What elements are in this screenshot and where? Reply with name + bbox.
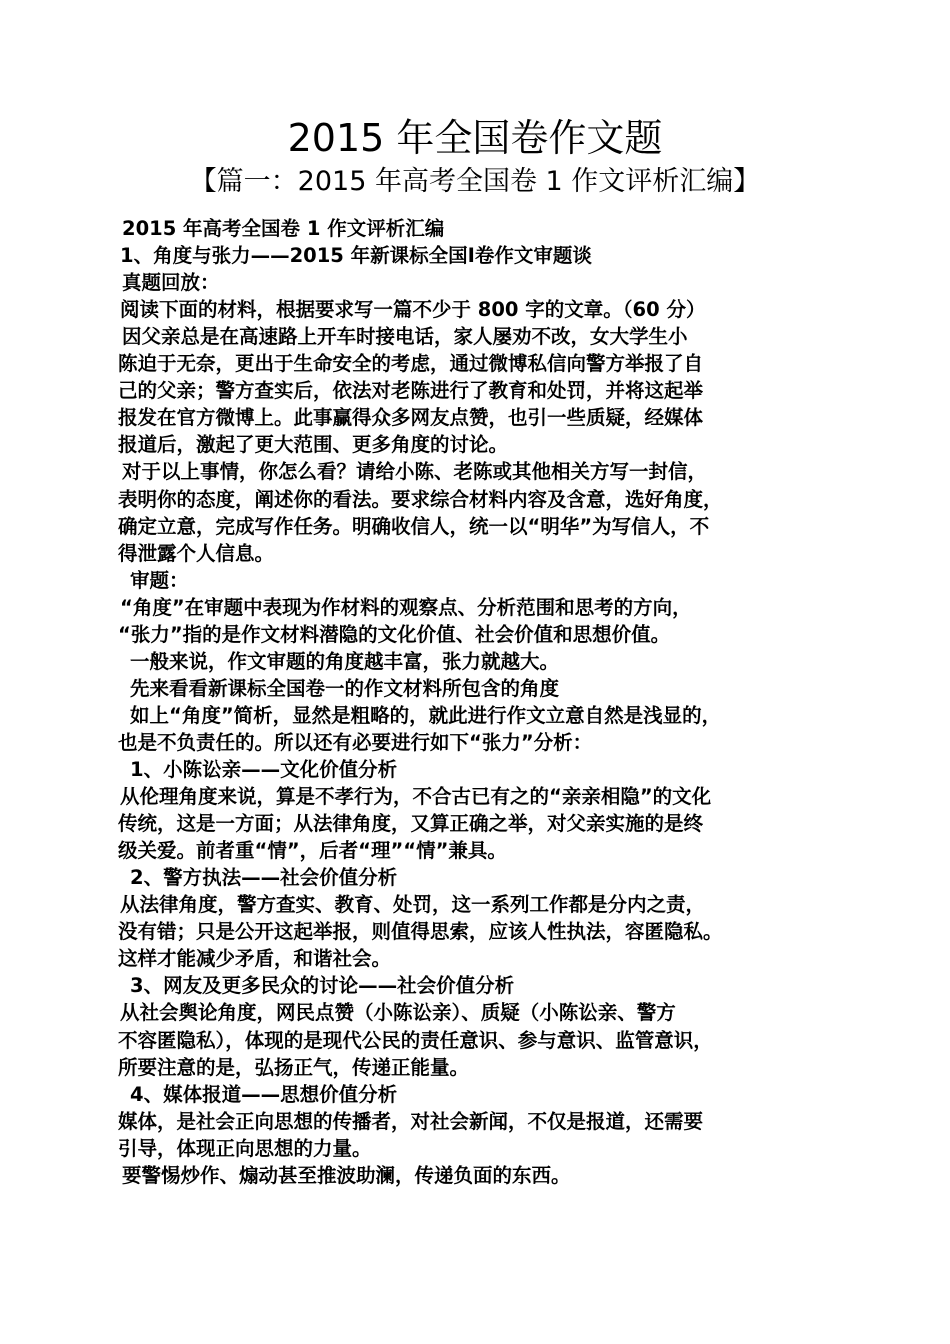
text-line: 也是不负责任的。所以还有必要进行如下“张力”分析： bbox=[118, 730, 593, 754]
document-subtitle: 【篇一：2015 年高考全国卷 1 作文评析汇编】 bbox=[189, 166, 761, 197]
text-line: 所要注意的是，弘扬正气，传递正能量。 bbox=[118, 1055, 470, 1079]
text-line: “张力”指的是作文材料潜隐的文化价值、社会价值和思想价值。 bbox=[118, 622, 671, 646]
text-line: 己的父亲；警方查实后，依法对老陈进行了教育和处罚，并将这起举 bbox=[118, 379, 704, 403]
text-line: 因父亲总是在高速路上开车时接电话，家人屡劝不改，女大学生小 bbox=[122, 325, 688, 349]
text-line: 这样才能减少矛盾，和谐社会。 bbox=[118, 947, 392, 971]
text-line: 4、媒体报道——思想价值分析 bbox=[130, 1082, 398, 1106]
text-line: 没有错；只是公开这起举报，则值得思索，应该人性执法，容匿隐私。 bbox=[118, 920, 723, 944]
text-line: 1、角度与张力——2015 年新课标全国Ⅰ卷作文审题谈 bbox=[120, 244, 592, 268]
text-line: 2、警方执法——社会价值分析 bbox=[130, 866, 398, 890]
text-line: 从伦理角度来说，算是不孝行为，不合古已有之的“亲亲相隐”的文化 bbox=[120, 785, 712, 809]
text-line: 级关爱。前者重“情”，后者“理”“情”兼具。 bbox=[118, 839, 507, 863]
text-line: 3、网友及更多民众的讨论——社会价值分析 bbox=[130, 974, 515, 998]
text-line: 如上“角度”简析，显然是粗略的，就此进行作文立意自然是浅显的， bbox=[130, 703, 722, 727]
text-line: 从法律角度，警方查实、教育、处罚，这一系列工作都是分内之责， bbox=[120, 893, 706, 917]
text-line: 真题回放： bbox=[122, 271, 220, 295]
text-line: 不容匿隐私），体现的是现代公民的责任意识、参与意识、监管意识， bbox=[118, 1028, 713, 1052]
text-line: 先来看看新课标全国卷一的作文材料所包含的角度 bbox=[130, 676, 560, 700]
text-line: 1、小陈讼亲——文化价值分析 bbox=[130, 758, 398, 781]
text-line: 报道后，激起了更大范围、更多角度的讨论。 bbox=[118, 433, 509, 457]
text-line: 确定立意，完成写作任务。明确收信人，统一以“明华”为写信人，不 bbox=[118, 514, 710, 538]
text-line: 引导，体现正向思想的力量。 bbox=[118, 1136, 372, 1160]
text-line: 2015 年高考全国卷 1 作文评析汇编 bbox=[122, 217, 445, 240]
text-line: 从社会舆论角度，网民点赞（小陈讼亲）、质疑（小陈讼亲、警方 bbox=[120, 1001, 676, 1025]
document-title: 2015 年全国卷作文题 bbox=[287, 116, 663, 160]
text-line: 陈迫于无奈，更出于生命安全的考虑，通过微博私信向警方举报了自 bbox=[118, 352, 704, 376]
text-line: 一般来说，作文审题的角度越丰富，张力就越大。 bbox=[130, 649, 560, 673]
text-line: 对于以上事情，你怎么看？请给小陈、老陈或其他相关方写一封信， bbox=[122, 460, 708, 484]
text-line: “角度”在审题中表现为作材料的观察点、分析范围和思考的方向， bbox=[120, 595, 692, 619]
text-line: 报发在官方微博上。此事赢得众多网友点赞，也引一些质疑，经媒体 bbox=[118, 406, 704, 430]
text-line: 阅读下面的材料，根据要求写一篇不少于 800 字的文章。（60 分） bbox=[120, 298, 706, 322]
text-line: 传统，这是一方面；从法律角度，又算正确之举，对父亲实施的是终 bbox=[118, 812, 704, 836]
text-line: 审题： bbox=[130, 568, 189, 592]
text-line: 媒体，是社会正向思想的传播者，对社会新闻，不仅是报道，还需要 bbox=[118, 1109, 704, 1133]
text-line: 要警惕炒作、煽动甚至推波助澜，传递负面的东西。 bbox=[122, 1163, 571, 1187]
text-line: 表明你的态度，阐述你的看法。要求综合材料内容及含意，选好角度， bbox=[118, 487, 723, 511]
text-line: 得泄露个人信息。 bbox=[118, 541, 275, 565]
